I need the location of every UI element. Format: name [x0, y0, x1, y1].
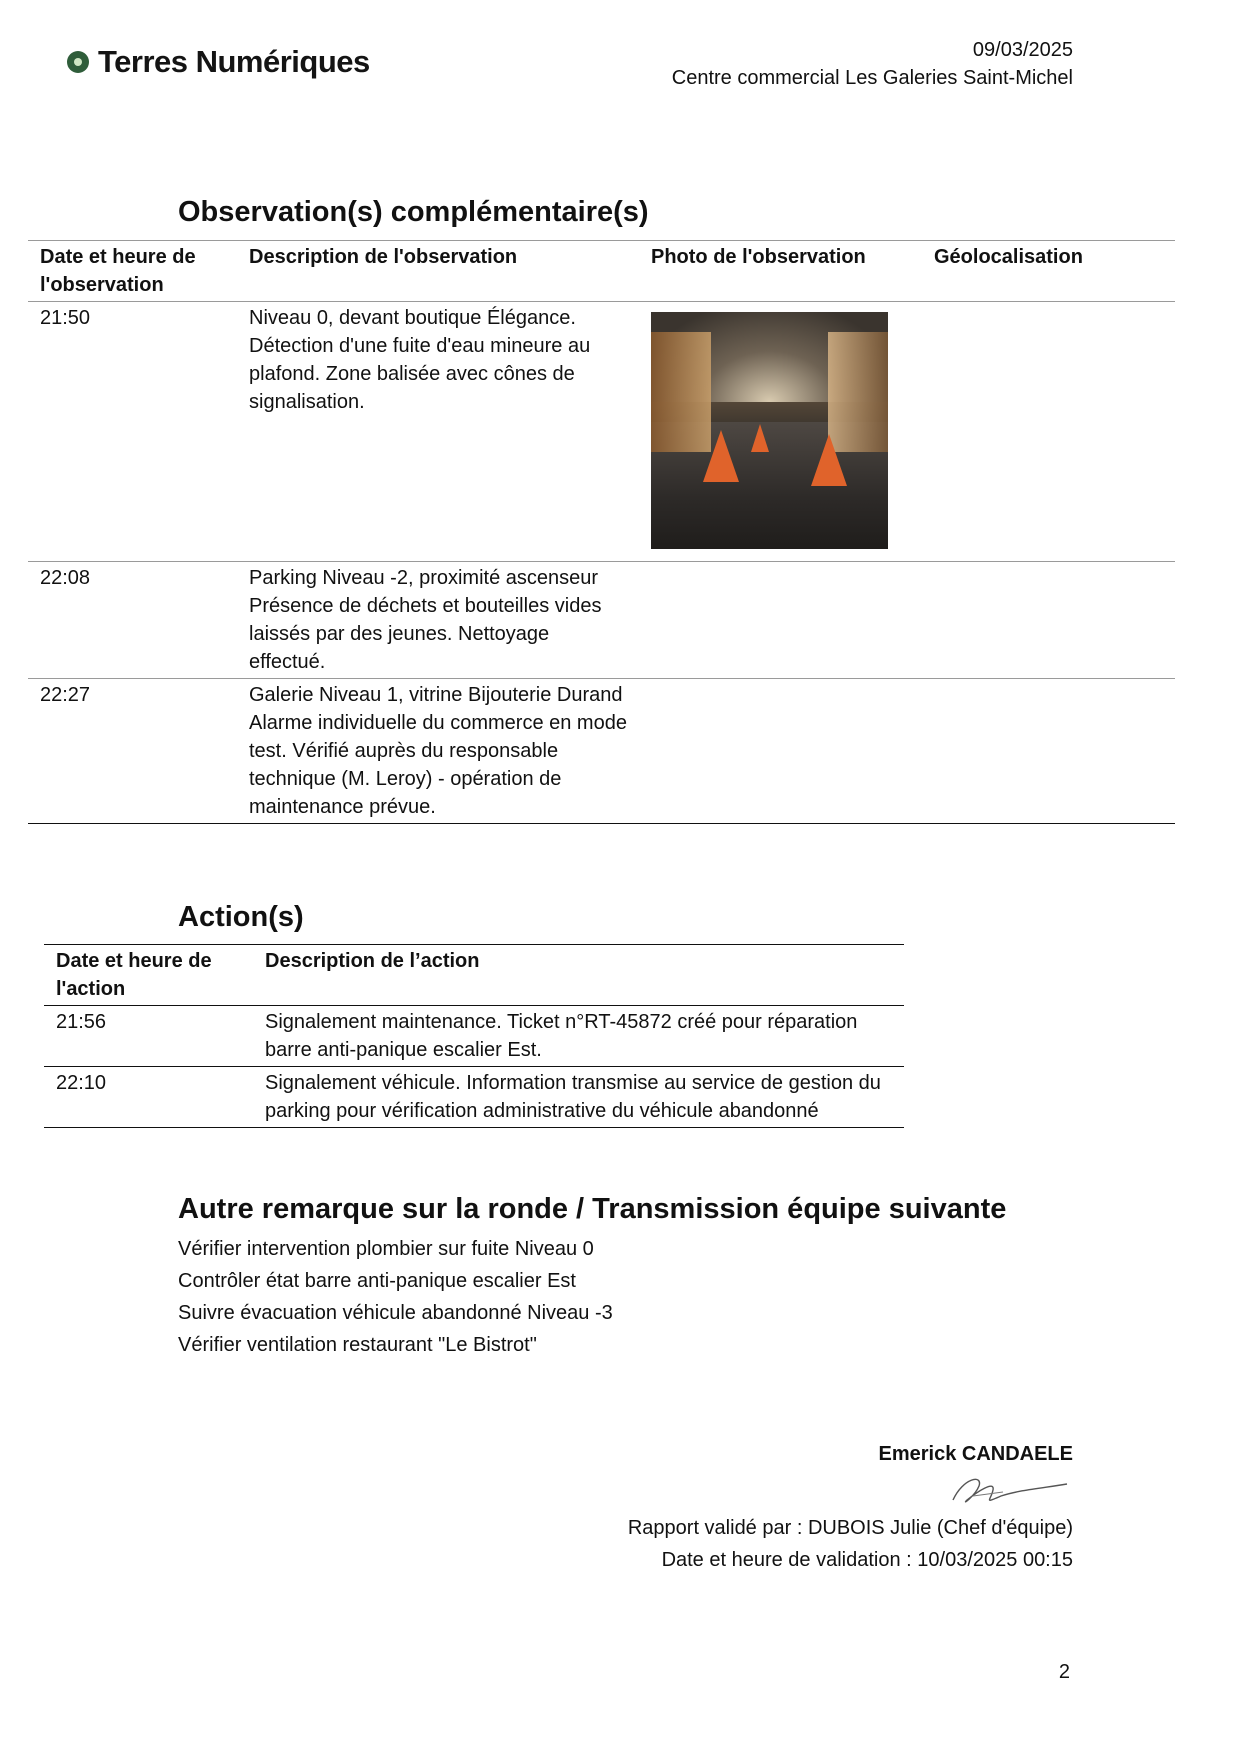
- observation-geolocation: [922, 562, 1175, 679]
- table-row: [28, 302, 1175, 562]
- observations-table: [28, 240, 1175, 824]
- observation-time: 22:08: [40, 567, 91, 589]
- observation-geolocation: [922, 679, 1175, 824]
- col-observation-time: Date et heure de l'observation: [40, 246, 196, 296]
- observation-geolocation: [922, 302, 1175, 562]
- traffic-cone-icon: [811, 434, 847, 486]
- actions-table: [44, 944, 904, 1128]
- validated-by: Rapport validé par : DUBOIS Julie (Chef d'équipe): [627, 1517, 1073, 1539]
- action-time: 21:56: [56, 1011, 107, 1033]
- observation-time: 22:27: [40, 684, 91, 706]
- page-number: 2: [1058, 1661, 1070, 1683]
- observation-photo: [651, 312, 888, 549]
- site-name: Centre commercial Les Galeries Saint-Michel: [671, 67, 1073, 89]
- list-item: Vérifier intervention plombier sur fuite Niveau 0: [178, 1238, 594, 1260]
- signature-block: [628, 1438, 1073, 1576]
- observation-time: 21:50: [40, 307, 91, 329]
- table-row: [28, 679, 1175, 824]
- col-action-time: Date et heure de l'action: [56, 950, 212, 1000]
- col-observation-description: Description de l'observation: [249, 246, 518, 268]
- brand-logo-icon: [67, 51, 89, 73]
- remarks-list: [178, 1233, 613, 1361]
- list-item: Contrôler état barre anti-panique escalier Est: [178, 1270, 576, 1292]
- list-item: Suivre évacuation véhicule abandonné Niveau -3: [178, 1302, 613, 1324]
- brand-name: Terres Numériques: [98, 44, 370, 79]
- col-action-description: Description de l’action: [265, 950, 480, 972]
- observation-description: Parking Niveau -2, proximité ascenseur Présence de déchets et bouteilles vides laissés par des jeunes. Nettoyage effectué.: [249, 567, 602, 673]
- observation-photo-cell: [639, 302, 922, 562]
- observations-title: Observation(s) complémentaire(s): [178, 196, 649, 228]
- observation-photo-cell: [639, 679, 922, 824]
- col-geolocation: Géolocalisation: [934, 246, 1083, 268]
- actions-header-row: [44, 945, 904, 1006]
- observation-description: Niveau 0, devant boutique Élégance. Détection d'une fuite d'eau mineure au plafond. Zone balisée avec cônes de signalisation.: [249, 307, 591, 413]
- report-date: 09/03/2025: [972, 39, 1073, 61]
- action-time: 22:10: [56, 1072, 107, 1094]
- action-description: Signalement véhicule. Information transmise au service de gestion du parking pour vérification administrative du véhicule abandonné: [265, 1072, 881, 1122]
- traffic-cone-icon: [751, 424, 769, 452]
- actions-title: Action(s): [178, 901, 304, 933]
- report-header-info: [672, 36, 1073, 92]
- agent-name: Emerick CANDAELE: [878, 1443, 1073, 1465]
- list-item: Vérifier ventilation restaurant "Le Bistrot": [178, 1334, 537, 1356]
- traffic-cone-icon: [703, 430, 739, 482]
- action-description: Signalement maintenance. Ticket n°RT-45872 créé pour réparation barre anti-panique escalier Est.: [265, 1011, 858, 1061]
- handwritten-signature: [943, 1470, 1073, 1512]
- col-observation-photo: Photo de l'observation: [651, 246, 866, 268]
- brand-logo: [67, 44, 370, 80]
- table-row: [44, 1067, 904, 1128]
- remarks-title: Autre remarque sur la ronde / Transmission équipe suivante: [178, 1193, 1007, 1225]
- table-row: [28, 562, 1175, 679]
- observations-header-row: [28, 241, 1175, 302]
- validation-datetime: Date et heure de validation : 10/03/2025 00:15: [661, 1549, 1073, 1571]
- observation-photo-cell: [639, 562, 922, 679]
- table-row: [44, 1006, 904, 1067]
- observation-description: Galerie Niveau 1, vitrine Bijouterie Durand Alarme individuelle du commerce en mode test. Vérifié auprès du responsable technique (M. Leroy) - opération de maintenance prévue.: [249, 684, 627, 818]
